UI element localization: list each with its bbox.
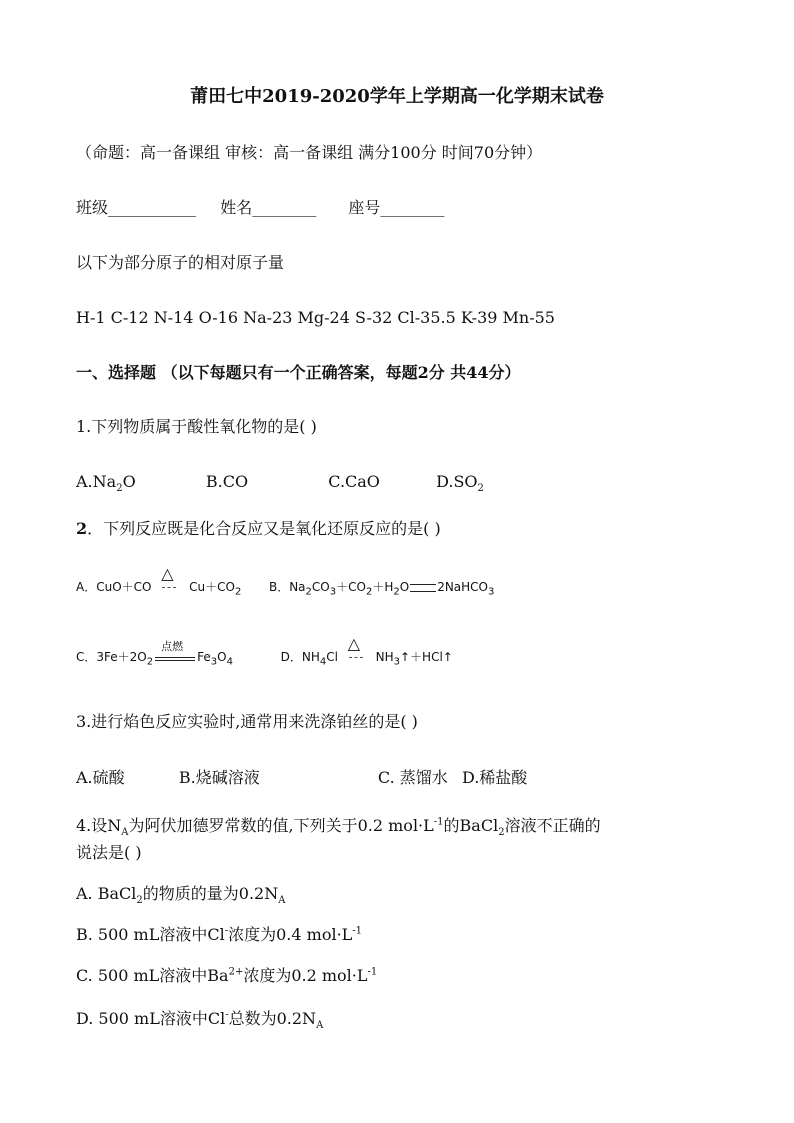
- q1-option-c[interactable]: C.CaO: [328, 472, 380, 491]
- q3-option-a[interactable]: A.硫酸: [76, 768, 125, 787]
- section-1-heading: 一、选择题 （以下每题只有一个正确答案，每题2分 共44分）: [76, 363, 521, 382]
- q2-options-cd: [76, 633, 453, 668]
- q1-stem: 1.下列物质属于酸性氧化物的是( ): [76, 417, 317, 436]
- q2-option-c[interactable]: C．$3Fe+2O_2$ 点燃 $Fe_3O_4$: [76, 639, 233, 668]
- q3-options: [76, 767, 527, 789]
- exam-meta: （命题：高一备课组 审核：高一备课组 满分100分 时间70分钟）: [76, 143, 543, 162]
- q3-option-c[interactable]: C. 蒸馏水: [377, 768, 448, 787]
- ignite-arrow-icon: 点燃: [155, 652, 195, 664]
- q4-stem-line2: 说法是( ): [76, 843, 142, 862]
- q4-option-a[interactable]: A. BaCl$_2$的物质的量为$0.2N_A$: [76, 884, 286, 907]
- q2-option-b[interactable]: B．$Na_2CO_3+CO_2+H_2O$ 2NaHCO$_3$: [268, 580, 495, 598]
- student-fields: [76, 197, 444, 219]
- q4-option-c[interactable]: C. 500 mL溶液中$Ba^{2+}$浓度为0.2 $mol\cdot L^{-1}$: [76, 966, 378, 985]
- heat-arrow-icon: △: [346, 651, 368, 665]
- atomic-intro: 以下为部分原子的相对原子量: [76, 253, 285, 272]
- q1-options: [76, 471, 484, 493]
- equals-sign-icon: [410, 584, 436, 592]
- q2-options-ab: [76, 563, 495, 598]
- q4-option-d[interactable]: D. 500 mL溶液中Cl-总数为$0.2N_A$: [76, 1009, 324, 1032]
- q2-stem: 2．下列反应既是化合反应又是氧化还原反应的是( ): [76, 519, 441, 538]
- q2-option-a[interactable]: A．CuO＋CO △ $Cu+CO_2$: [76, 563, 242, 598]
- q4-option-b[interactable]: B. 500 mL溶液中Cl-浓度为0.4 $mol\cdot L^{-1}$: [76, 925, 363, 944]
- heat-arrow-icon: △: [159, 581, 181, 595]
- q2-option-d[interactable]: D．$NH_4Cl$ △ $NH_3↑+HCl↑$: [280, 633, 453, 668]
- class-field[interactable]: 班级___________: [76, 198, 197, 217]
- q3-stem: 3.进行焰色反应实验时,通常用来洗涤铂丝的是( ): [76, 712, 418, 731]
- q3-option-b[interactable]: B.烧碱溶液: [178, 768, 260, 787]
- q1-option-a[interactable]: $A.Na_2O$: [76, 472, 136, 495]
- name-field[interactable]: 姓名________: [220, 198, 317, 217]
- q3-option-d[interactable]: D.稀盐酸: [461, 768, 528, 787]
- exam-title: 莆田七中2019-2020学年上学期高一化学期末试卷: [190, 86, 604, 107]
- q1-option-b[interactable]: B.CO: [205, 472, 249, 491]
- q1-option-d[interactable]: $D.SO_2$: [436, 472, 484, 495]
- atomic-masses: H-1 C-12 N-14 O-16 Na-23 Mg-24 S-32 Cl-35.5 K-39 Mn-55: [76, 308, 555, 327]
- q4-stem: 4.设$N_A$为阿伏加德罗常数的值,下列关于0.2 $mol\cdot L^{-1}$的BaCl$_2$溶液不正确的: [76, 816, 601, 839]
- seat-field[interactable]: 座号________: [348, 198, 445, 217]
